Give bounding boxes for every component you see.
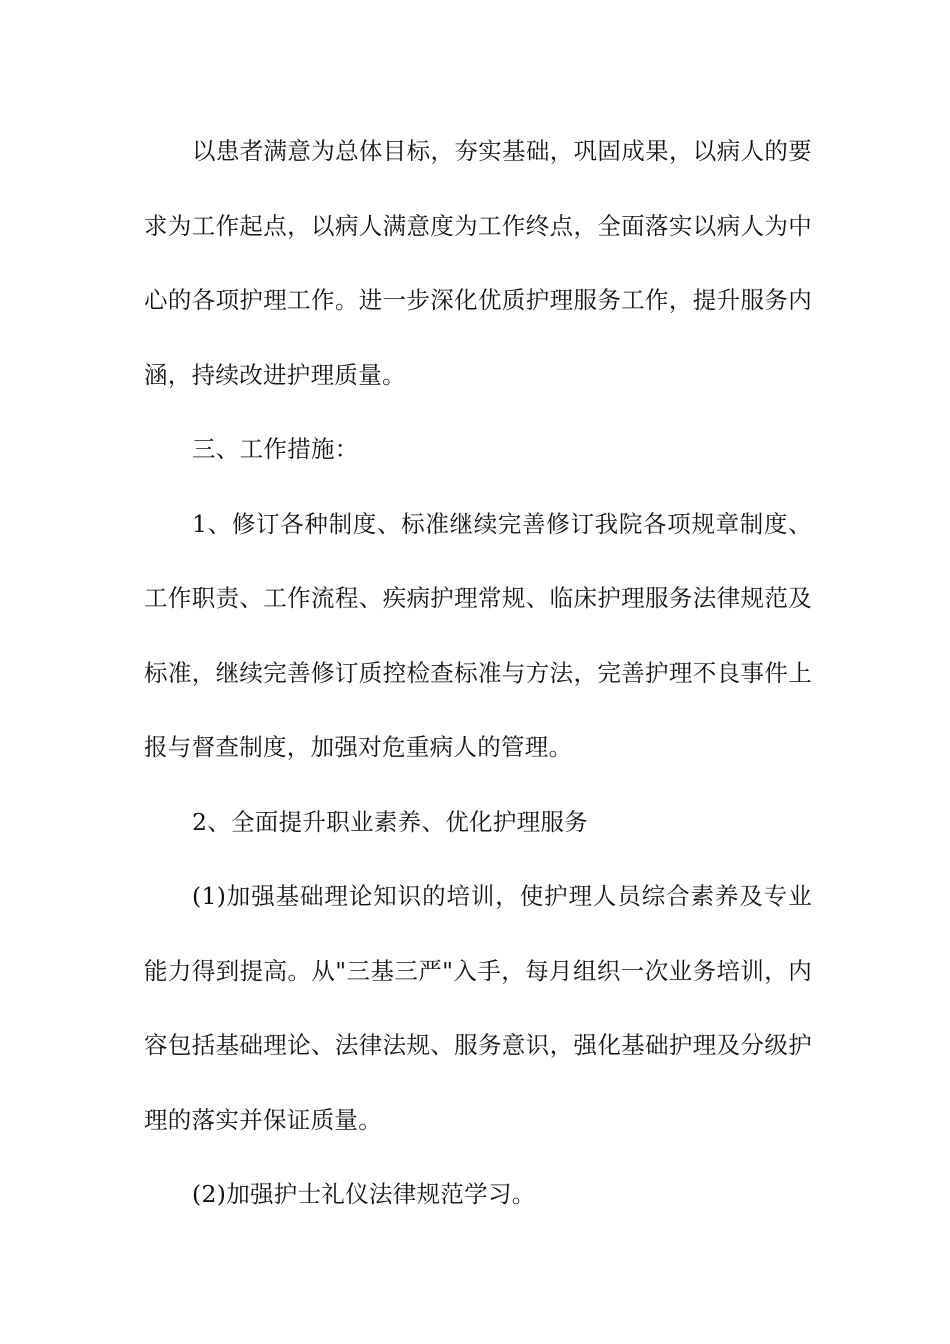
paragraph-measure-2-item-2: (2)加强护士礼仪法律规范学习。 — [192, 1180, 536, 1208]
paragraph-measure-2-item-1: (1)加强基础理论知识的培训，使护理人员综合素养及专业能力得到提高。从"三基三严"入手，每月组织一次业务培训，内容包括基础理论、法律法规、服务意识，强化基础护理及分级护理的落实并保证质量。 — [144, 882, 812, 1134]
paragraph-goal: 以患者满意为总体目标，夯实基础，巩固成果，以病人的要求为工作起点，以病人满意度为工作终点，全面落实以病人为中心的各项护理工作。进一步深化优质护理服务工作，提升服务内涵，持续改进护理质量。 — [144, 137, 812, 389]
document-body — [144, 114, 812, 1232]
paragraph-measure-1: 1、修订各种制度、标准继续完善修订我院各项规章制度、工作职责、工作流程、疾病护理常规、临床护理服务法律规范及标准，继续完善修订质控检查标准与方法，完善护理不良事件上报与督查制度，加强对危重病人的管理。 — [144, 509, 812, 761]
section-heading-measures: 三、工作措施： — [192, 435, 359, 463]
paragraph-measure-2-heading: 2、全面提升职业素养、优化护理服务 — [192, 807, 589, 836]
